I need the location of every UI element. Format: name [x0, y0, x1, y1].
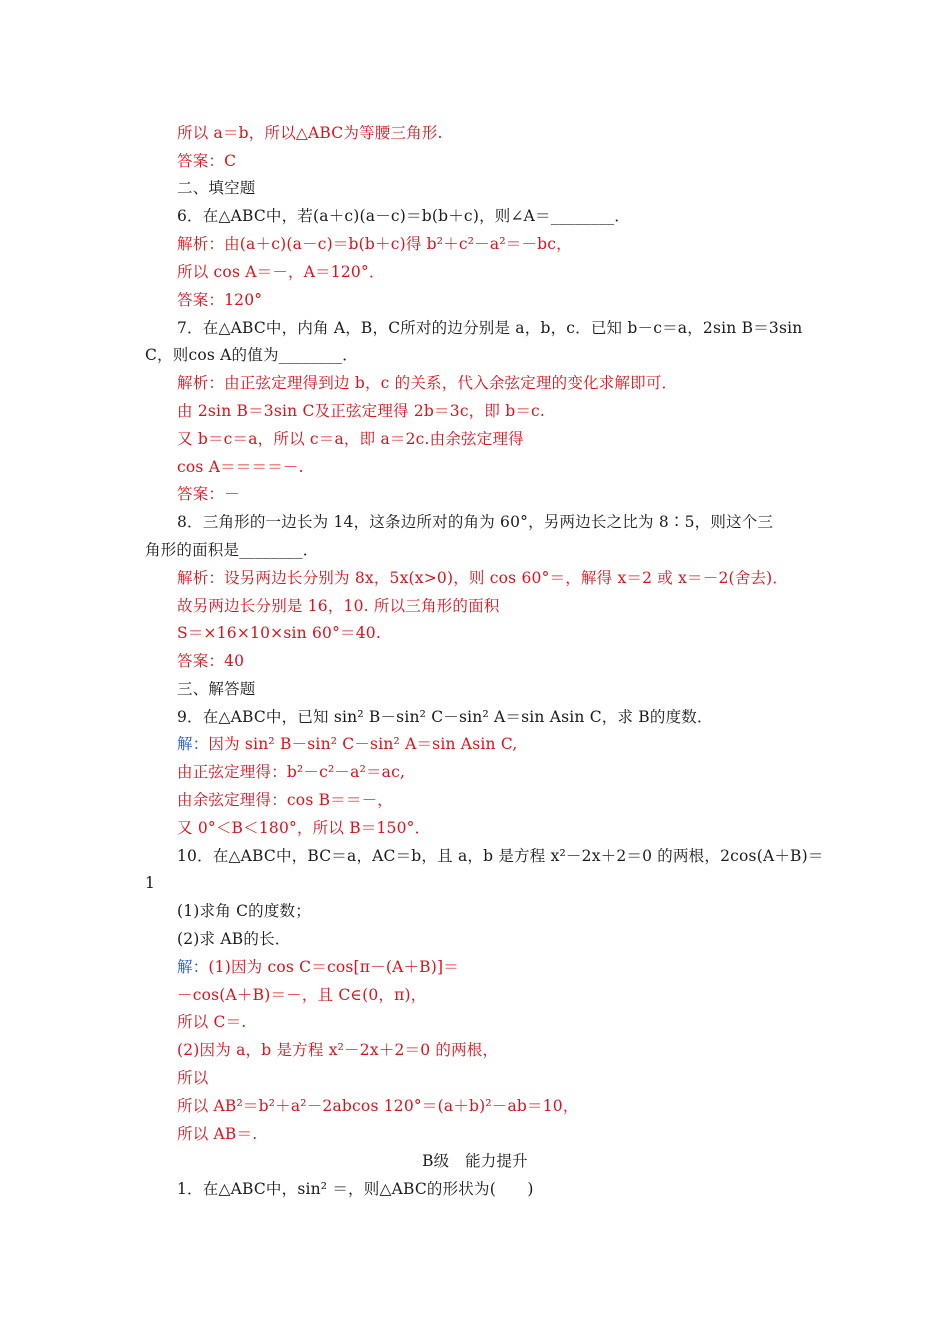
line-text: 答案：C — [177, 152, 237, 170]
line-text: 6．在△ABC中，若(a＋c)(a－c)＝b(b＋c)，则∠A＝________． — [177, 207, 631, 225]
line-text: 又 0°＜B＜180°，所以 B＝150°． — [177, 819, 431, 837]
text-line — [177, 150, 236, 172]
line-text: 由正弦定理得：b²－c²－a²＝ac, — [177, 763, 406, 781]
text-line — [177, 483, 240, 505]
line-text: 所以 a＝b，所以△ABC为等腰三角形. — [177, 124, 443, 142]
text-line — [177, 984, 426, 1006]
line-text: 所以 cos A＝－，A＝120°． — [177, 263, 385, 281]
line-text: 三、解答题 — [177, 680, 256, 698]
text-line — [177, 205, 630, 227]
line-text: 所以 — [177, 1069, 209, 1087]
line-text: 解析：由(a＋c)(a－c)＝b(b＋c)得 b²＋c²－a²＝－bc， — [177, 235, 572, 253]
text-line — [177, 845, 824, 867]
text-line — [177, 456, 304, 478]
line-text: 角形的面积是________． — [145, 541, 319, 559]
line-text: B级 能力提升 — [422, 1152, 528, 1170]
line-text: 由余弦定理得：cos B＝＝－， — [177, 791, 393, 809]
line-text: (1)求角 C的度数； — [177, 902, 311, 920]
text-line — [177, 317, 802, 339]
line-text: 答案：－ — [177, 485, 240, 503]
text-line — [177, 761, 405, 783]
text-line — [177, 817, 430, 839]
solution-label: 解： — [177, 958, 209, 976]
line-text: 所以 C＝. — [177, 1013, 247, 1031]
line-text: 答案：120° — [177, 291, 263, 309]
line-text: 所以 AB＝. — [177, 1125, 258, 1143]
text-line — [145, 539, 319, 561]
text-line — [177, 261, 385, 283]
line-text: 8．三角形的一边长为 14，这条边所对的角为 60°，另两边长之比为 8∶5，则这个三 — [177, 513, 774, 531]
line-text: 二、填空题 — [177, 179, 256, 197]
line-text: 答案：40 — [177, 652, 245, 670]
text-line — [0, 1150, 950, 1172]
line-text: 7．在△ABC中，内角 A，B，C所对的边分别是 a，b，c．已知 b－c＝a，2sin B＝3sin — [177, 319, 803, 337]
line-text: 所以 AB²＝b²＋a²－2abcos 120°＝(a＋b)²－ab＝10， — [177, 1097, 579, 1115]
line-text: 故另两边长分别是 16，10. 所以三角形的面积 — [177, 597, 500, 615]
line-text: 解析：设另两边长分别为 8x，5x(x>0)，则 cos 60°＝，解得 x＝2 或 x＝－2(舍去)． — [177, 569, 789, 587]
text-line — [177, 733, 517, 755]
text-line — [177, 567, 788, 589]
text-line — [177, 1123, 257, 1145]
text-line — [177, 1095, 579, 1117]
text-line — [177, 1067, 208, 1089]
text-line — [145, 872, 155, 894]
line-text: (2)因为 a，b 是方程 x²－2x＋2＝0 的两根， — [177, 1041, 499, 1059]
text-line — [177, 1011, 246, 1033]
text-line — [177, 400, 545, 422]
text-line — [177, 622, 381, 644]
line-text: 1．在△ABC中，sin² ＝，则△ABC的形状为( ) — [177, 1180, 534, 1198]
line-text: S＝×16×10×sin 60°＝40. — [177, 624, 381, 642]
line-text: 又 b＝c＝a，所以 c＝a，即 a＝2c.由余弦定理得 — [177, 430, 524, 448]
text-line — [177, 1039, 498, 1061]
line-text: cos A＝＝＝＝－. — [177, 458, 304, 476]
text-line — [177, 511, 773, 533]
text-line — [145, 344, 358, 366]
text-line — [177, 428, 524, 450]
text-line — [177, 122, 443, 144]
text-line — [177, 1178, 534, 1200]
line-text: 1 — [145, 874, 156, 892]
line-text: 因为 sin² B－sin² C－sin² A＝sin Asin C, — [208, 735, 518, 753]
text-line — [177, 706, 713, 728]
text-line — [177, 595, 500, 617]
text-line — [177, 289, 262, 311]
text-line — [177, 900, 311, 922]
text-line — [177, 650, 244, 672]
line-text: (1)因为 cos C＝cos[π－(A＋B)]＝ — [208, 958, 459, 976]
line-text: 解析：由正弦定理得到边 b，c 的关系，代入余弦定理的变化求解即可． — [177, 374, 678, 392]
text-line — [177, 789, 393, 811]
line-text: C，则cos A的值为________． — [145, 346, 358, 364]
line-text: 10．在△ABC中，BC＝a，AC＝b，且 a，b 是方程 x²－2x＋2＝0 的两根，2cos(A＋B)＝ — [177, 847, 824, 865]
text-line — [177, 928, 290, 950]
text-line — [177, 372, 677, 394]
solution-label: 解： — [177, 735, 209, 753]
line-text: －cos(A＋B)＝－，且 C∈(0，π)， — [177, 986, 427, 1004]
text-line — [177, 233, 572, 255]
text-line — [177, 678, 256, 700]
line-text: 9．在△ABC中，已知 sin² B－sin² C－sin² A＝sin Asin C，求 B的度数． — [177, 708, 713, 726]
line-text: (2)求 AB的长． — [177, 930, 291, 948]
text-line — [177, 956, 459, 978]
text-line — [177, 177, 256, 199]
line-text: 由 2sin B＝3sin C及正弦定理得 2b＝3c，即 b＝c. — [177, 402, 546, 420]
